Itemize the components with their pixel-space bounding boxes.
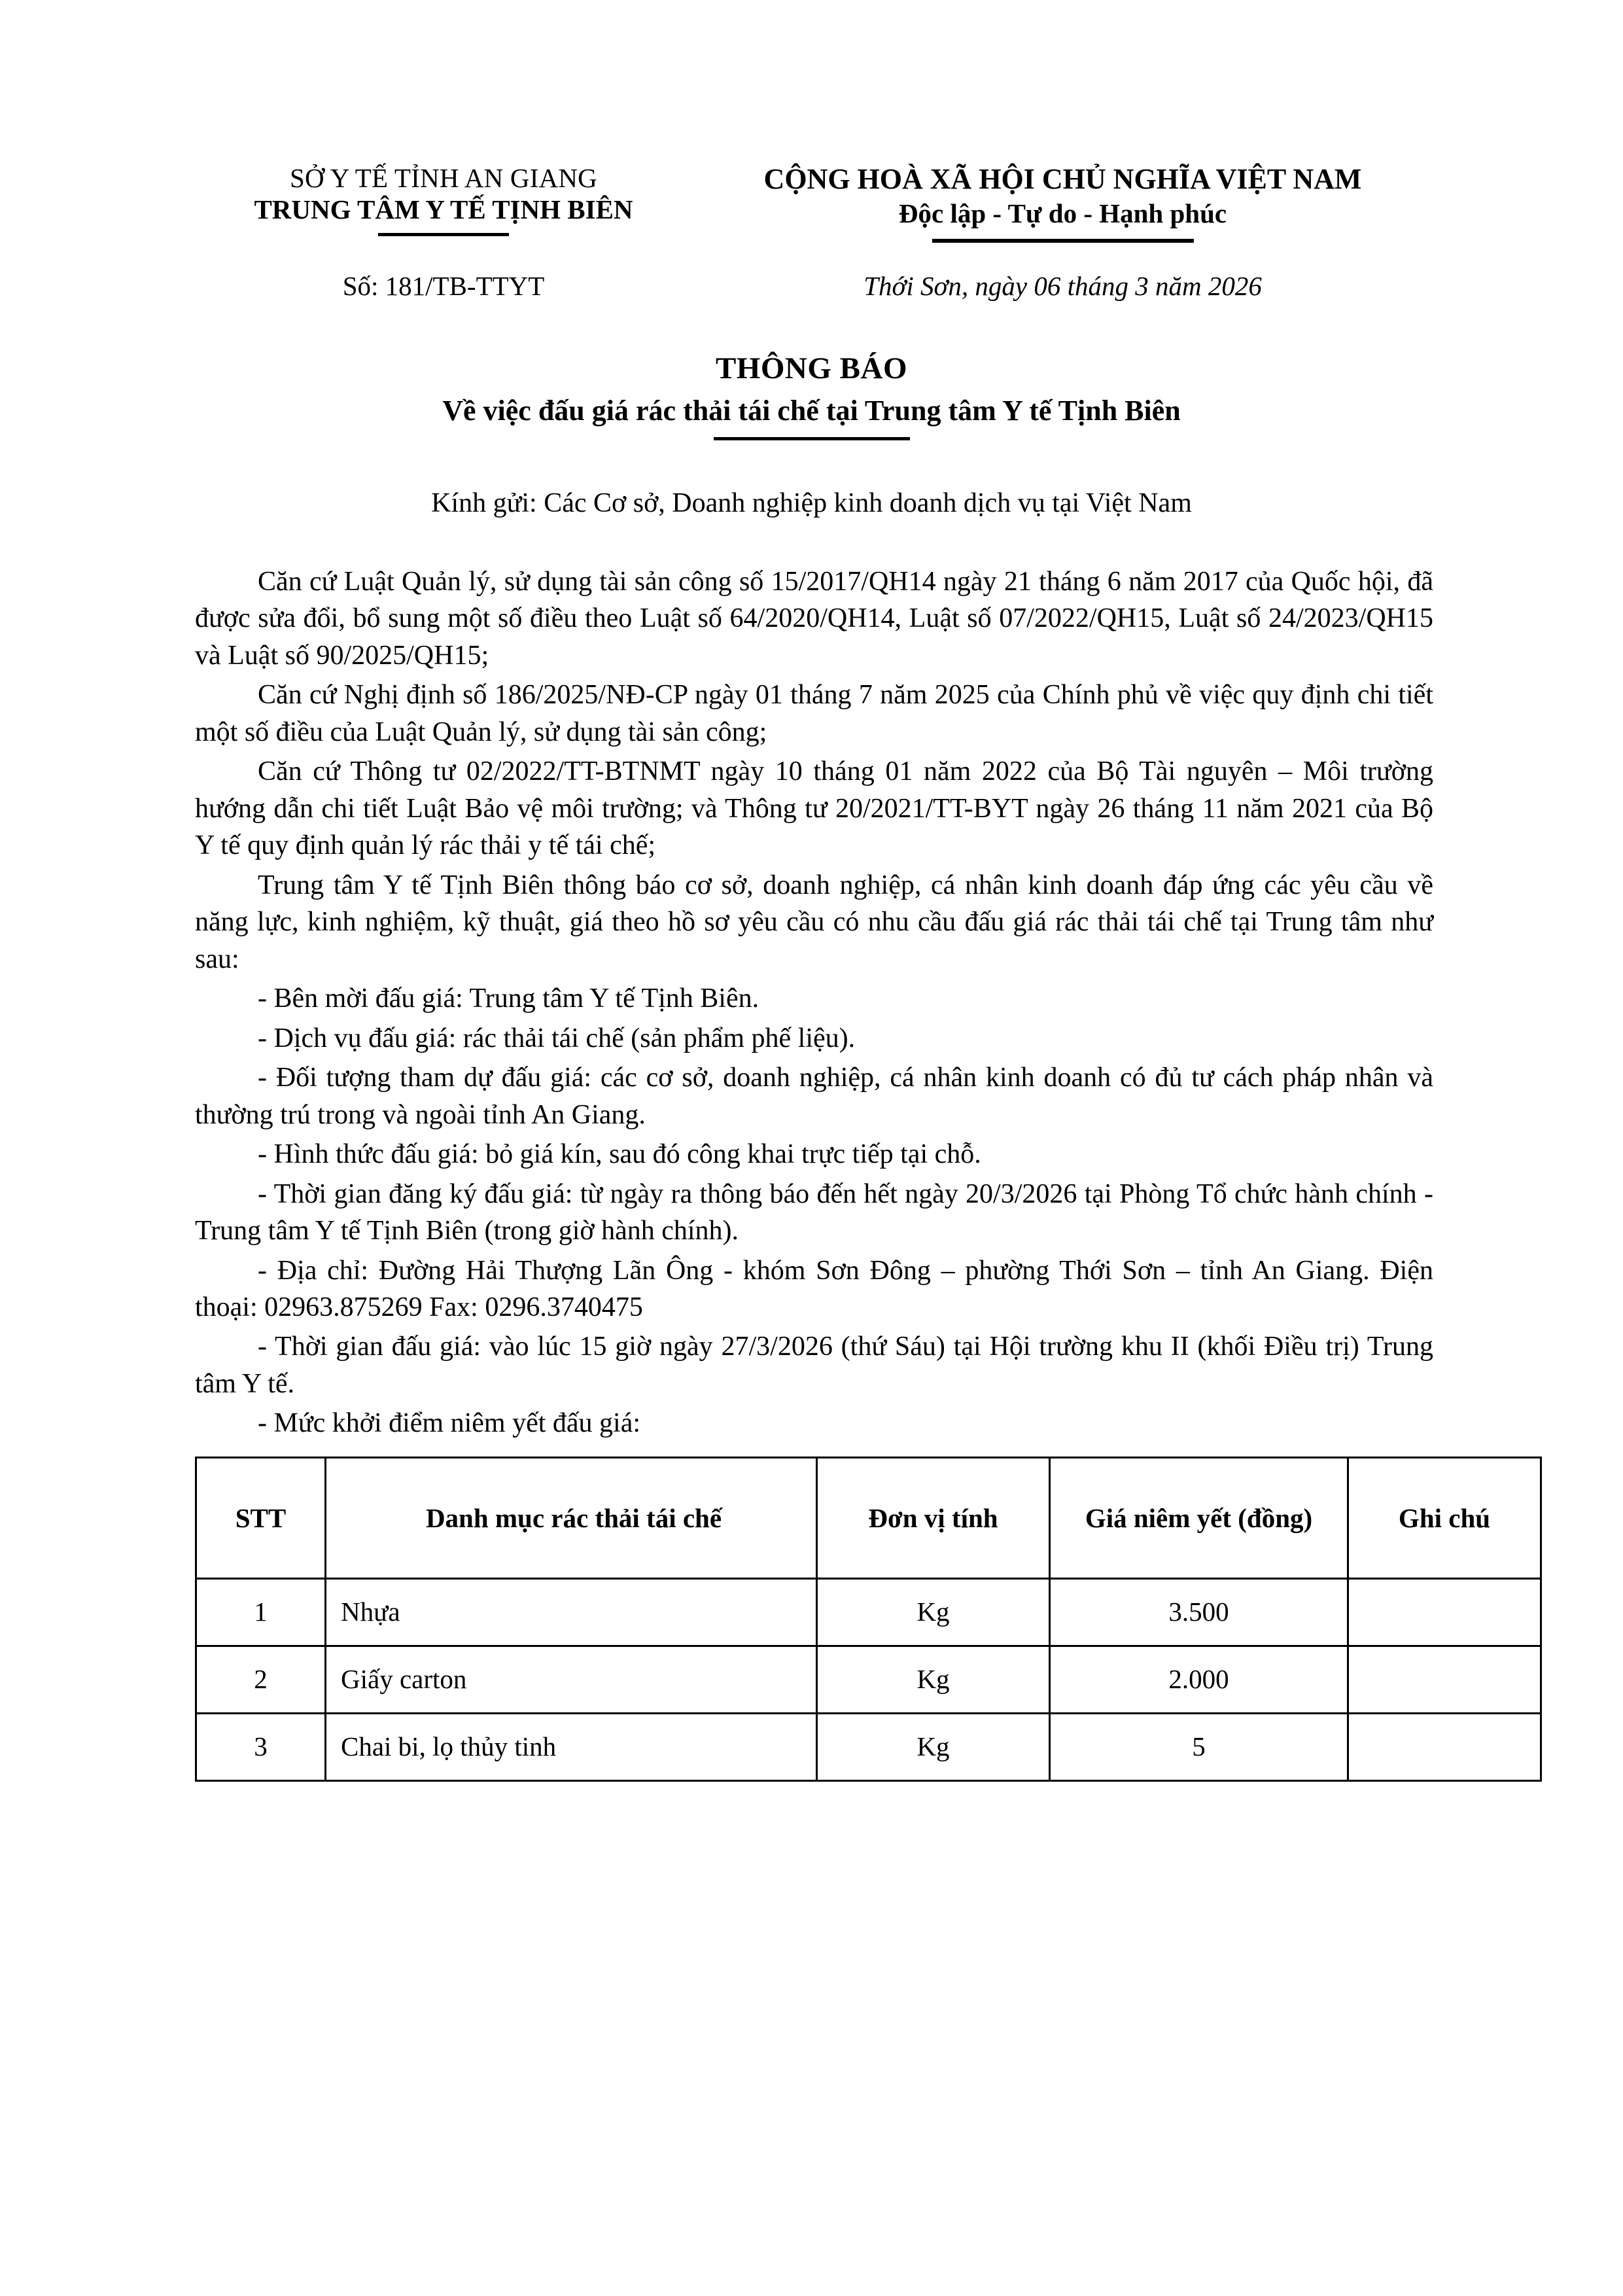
list-item-auction-time: - Thời gian đấu giá: vào lúc 15 giờ ngày 27/3/2026 (thứ Sáu) tại Hội trường khu II (khối Điều trị) Trung tâm Y tế.: [195, 1332, 1433, 1399]
document-header: [0, 0, 1623, 243]
page-subtitle: Về việc đấu giá rác thải tái chế tại Trung tâm Y tế Tịnh Biên: [442, 394, 1181, 427]
list-item-starting-price-intro: - Mức khởi điểm niêm yết đấu giá:: [258, 1408, 641, 1439]
cell-price: 3.500: [1050, 1578, 1348, 1646]
list-item-address-contact: - Địa chỉ: Đường Hải Thượng Lãn Ông - khóm Sơn Đông – phường Thới Sơn – tỉnh An Giang. Điện thoại: 02963.875269 Fax: 0296.3740475: [195, 1255, 1433, 1322]
cell-note: [1348, 1713, 1541, 1780]
cell-unit: Kg: [817, 1646, 1050, 1713]
national-title: CỘNG HOÀ XÃ HỘI CHỦ NGHĨA VIỆT NAM: [763, 163, 1362, 195]
table-row: [196, 1578, 1541, 1646]
cell-stt: 2: [196, 1646, 326, 1713]
list-item-auction-format: - Hình thức đấu giá: bỏ giá kín, sau đó công khai trực tiếp tại chỗ.: [258, 1139, 981, 1170]
paragraph-announcement-intro: Trung tâm Y tế Tịnh Biên thông báo cơ sở, doanh nghiệp, cá nhân kinh doanh đáp ứng các yêu cầu về năng lực, kinh nghiệm, kỹ thuật, giá theo hồ sơ yêu cầu có nhu cầu đấu giá rác thải tái chế tại Trung tâm như sau:: [195, 870, 1433, 974]
cell-stt: 3: [196, 1713, 326, 1780]
issuing-organization-block: [195, 162, 692, 236]
center-name: TRUNG TÂM Y TẾ TỊNH BIÊN: [254, 194, 633, 225]
table-header-row: [196, 1457, 1541, 1578]
place-date-block: [692, 270, 1433, 302]
page-title: THÔNG BÁO: [715, 351, 908, 386]
table-body: [196, 1578, 1541, 1780]
cell-name: Giấy carton: [326, 1646, 817, 1713]
list-item-eligible-participants: - Đối tượng tham dự đấu giá: các cơ sở, doanh nghiệp, cá nhân kinh doanh có đủ tư cách pháp nhân và thường trú trong và ngoài tỉnh An Giang.: [195, 1063, 1433, 1130]
cell-name: Chai bi, lọ thủy tinh: [326, 1713, 817, 1780]
national-divider: [932, 239, 1194, 243]
organization-divider: [378, 233, 509, 236]
starting-price-table: [195, 1457, 1542, 1782]
recipient-line: Kính gửi: Các Cơ sở, Doanh nghiệp kinh doanh dịch vụ tại Việt Nam: [431, 487, 1192, 518]
list-item-auction-service: - Dịch vụ đấu giá: rác thải tái chế (sản phẩm phế liệu).: [258, 1023, 856, 1053]
column-header-stt: STT: [196, 1457, 326, 1578]
cell-note: [1348, 1646, 1541, 1713]
column-header-unit: Đơn vị tính: [817, 1457, 1050, 1578]
column-header-name: Danh mục rác thải tái chế: [326, 1457, 817, 1578]
table-row: [196, 1713, 1541, 1780]
document-number-block: [195, 270, 692, 302]
paragraph-legal-basis-3: Căn cứ Thông tư 02/2022/TT-BTNMT ngày 10 tháng 01 năm 2022 của Bộ Tài nguyên – Môi trường hướng dẫn chi tiết Luật Bảo vệ môi trường; và Thông tư 20/2021/TT-BYT ngày 26 tháng 11 năm 2021 của Bộ Y tế quy định quản lý rác thải y tế tái chế;: [195, 756, 1433, 861]
department-name: SỞ Y TẾ TỈNH AN GIANG: [290, 163, 597, 193]
cell-name: Nhựa: [326, 1578, 817, 1646]
cell-price: 5: [1050, 1713, 1348, 1780]
column-header-price: Giá niêm yết (đồng): [1050, 1457, 1348, 1578]
title-block: [0, 350, 1623, 440]
column-header-note: Ghi chú: [1348, 1457, 1541, 1578]
cell-unit: Kg: [817, 1578, 1050, 1646]
cell-stt: 1: [196, 1578, 326, 1646]
price-table-wrapper: [0, 1457, 1623, 1782]
list-item-registration-period: - Thời gian đăng ký đấu giá: từ ngày ra thông báo đến hết ngày 20/3/2026 tại Phòng Tổ chức hành chính - Trung tâm Y tế Tịnh Biên (trong giờ hành chính).: [195, 1178, 1433, 1246]
place-and-date: Thới Sơn, ngày 06 tháng 3 năm 2026: [864, 271, 1262, 302]
cell-unit: Kg: [817, 1713, 1050, 1780]
table-row: [196, 1646, 1541, 1713]
paragraph-legal-basis-1: Căn cứ Luật Quản lý, sử dụng tài sản công số 15/2017/QH14 ngày 21 tháng 6 năm 2017 của Quốc hội, đã được sửa đổi, bổ sung một số điều theo Luật số 64/2020/QH14, Luật số 07/2022/QH15, Luật số 24/2023/QH15 và Luật số 90/2025/QH15;: [195, 566, 1433, 671]
title-divider: [714, 437, 910, 440]
table-head: [196, 1457, 1541, 1578]
list-item-inviting-party: - Bên mời đấu giá: Trung tâm Y tế Tịnh Biên.: [258, 983, 759, 1014]
cell-price: 2.000: [1050, 1646, 1348, 1713]
reference-row: [0, 270, 1623, 302]
national-heading-block: [692, 162, 1433, 243]
document-number: Số: 181/TB-TTYT: [342, 271, 545, 302]
national-motto: Độc lập - Tự do - Hạnh phúc: [898, 198, 1227, 228]
paragraph-legal-basis-2: Căn cứ Nghị định số 186/2025/NĐ-CP ngày 01 tháng 7 năm 2025 của Chính phủ về việc quy định chi tiết một số điều của Luật Quản lý, sử dụng tài sản công;: [195, 680, 1433, 747]
document-body: [0, 563, 1623, 1442]
cell-note: [1348, 1578, 1541, 1646]
